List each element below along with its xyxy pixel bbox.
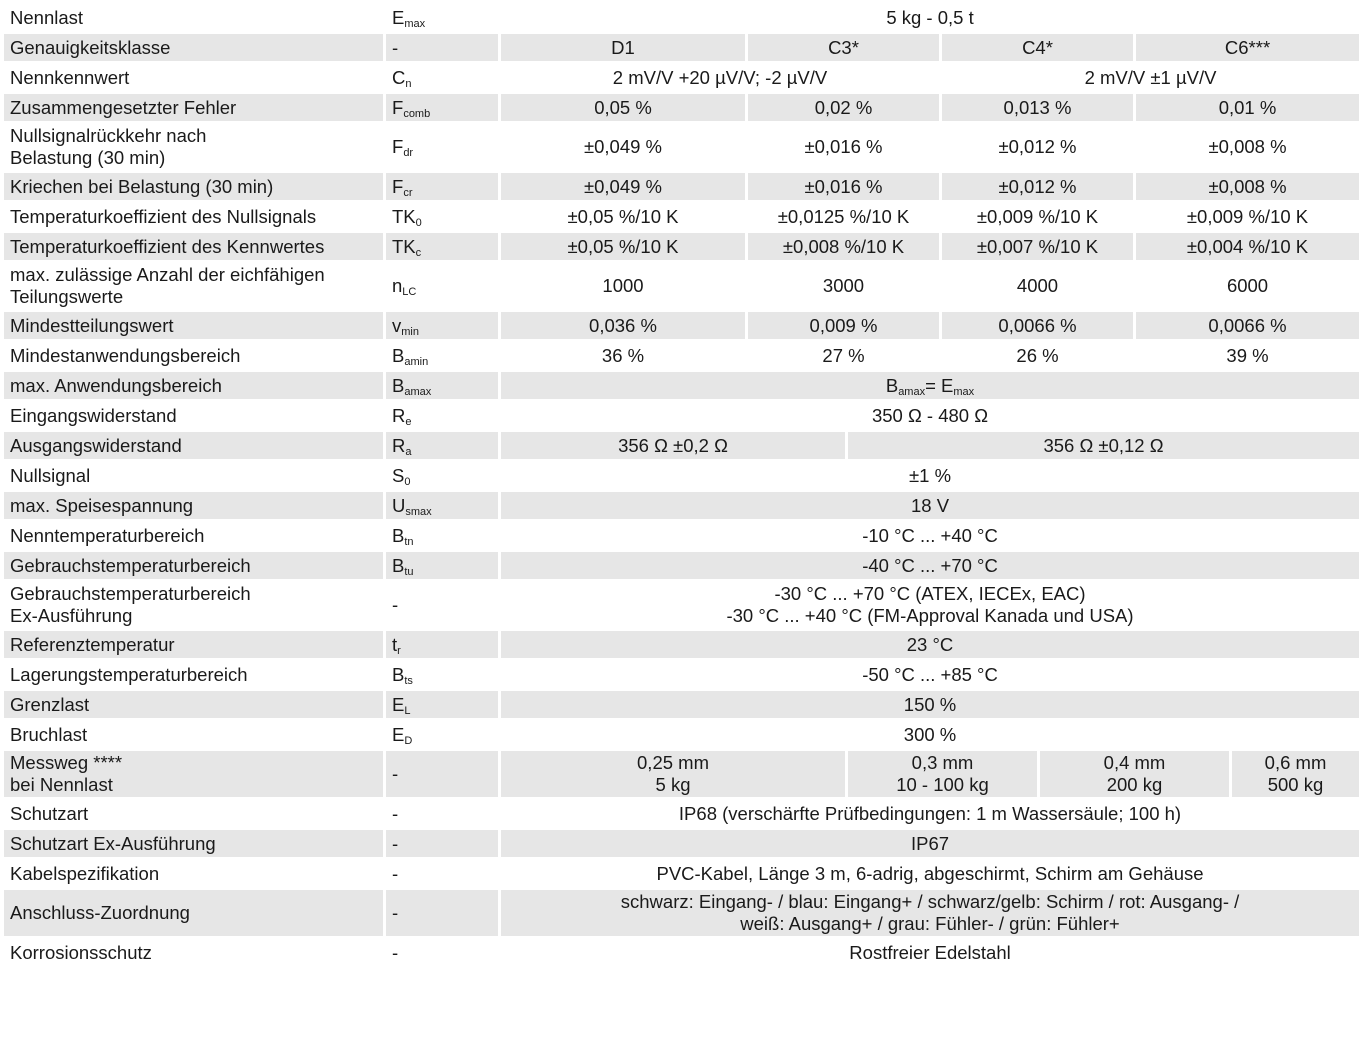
symbol-subscript: 0 [404, 475, 411, 488]
table-row [4, 312, 1362, 342]
symbol-text: F [392, 136, 404, 157]
table-row [4, 751, 1362, 800]
symbol-subscript: smax [405, 505, 432, 518]
value-cell: ±0,008 % [1136, 173, 1362, 203]
value-cell: 0,009 % [748, 312, 942, 342]
text-line: 0,3 mm [911, 752, 974, 773]
text-line: -30 °C ... +70 °C (ATEX, IECEx, EAC) [774, 583, 1086, 604]
parameter-name: Temperaturkoeffizient des Nullsignals [4, 203, 386, 233]
parameter-symbol [386, 552, 501, 582]
parameter-name: Ausgangswiderstand [4, 432, 386, 462]
table-row [4, 800, 1362, 830]
parameter-name: Grenzlast [4, 691, 386, 721]
symbol-subscript: dr [403, 147, 414, 159]
table-row [4, 64, 1362, 94]
value-cell: 356 Ω ±0,12 Ω [848, 432, 1362, 462]
text-line: 0,4 mm [1103, 752, 1166, 773]
value-cell: ±0,009 %/10 K [942, 203, 1136, 233]
value-cell: 27 % [748, 342, 942, 372]
text-line: schwarz: Eingang- / blau: Eingang+ / schwarz/gelb: Schirm / rot: Ausgang- / [620, 891, 1240, 912]
table-row [4, 4, 1362, 34]
value-cell: Rostfreier Edelstahl [501, 939, 1362, 969]
value-cell [1232, 751, 1362, 800]
text-line: Teilungswerte [10, 286, 124, 307]
parameter-symbol [386, 691, 501, 721]
parameter-name: Nullsignal [4, 462, 386, 492]
symbol-text: - [392, 802, 399, 824]
value-cell: 300 % [501, 721, 1362, 751]
parameter-symbol [386, 860, 501, 890]
value-cell: 2 mV/V +20 µV/V; -2 µV/V [501, 64, 942, 94]
parameter-symbol [386, 492, 501, 522]
parameter-symbol [386, 631, 501, 661]
symbol-text: R [392, 404, 406, 426]
symbol-subscript: cr [403, 186, 413, 199]
value-cell: 0,0066 % [942, 312, 1136, 342]
value-cell: 356 Ω ±0,2 Ω [501, 432, 848, 462]
symbol-text: B [392, 554, 405, 576]
text-line: max. zulässige Anzahl der eichfähigen [10, 264, 325, 285]
parameter-symbol [386, 64, 501, 94]
value-cell: ±0,012 % [942, 124, 1136, 173]
value-cell: 2 mV/V ±1 µV/V [942, 64, 1362, 94]
specification-table [4, 4, 1362, 969]
symbol-subscript: amin [404, 355, 429, 368]
parameter-name [4, 582, 386, 631]
value-cell: 18 V [501, 492, 1362, 522]
text-line: Belastung (30 min) [10, 147, 166, 168]
parameter-name: Mindestteilungswert [4, 312, 386, 342]
parameter-name: Lagerungstemperaturbereich [4, 661, 386, 691]
parameter-name: Mindestanwendungsbereich [4, 342, 386, 372]
symbol-text: B [392, 524, 405, 546]
table-row [4, 552, 1362, 582]
text-line: 500 kg [1267, 774, 1324, 795]
parameter-name: Anschluss-Zuordnung [4, 890, 386, 939]
value-subscript: amax [898, 385, 926, 398]
table-row [4, 860, 1362, 890]
symbol-text: - [392, 941, 399, 963]
symbol-text: E [392, 693, 405, 715]
parameter-name: Zusammengesetzter Fehler [4, 94, 386, 124]
symbol-subscript: tn [404, 535, 414, 548]
table-row [4, 939, 1362, 969]
value-cell: ±0,016 % [748, 173, 942, 203]
symbol-subscript: 0 [415, 216, 422, 229]
symbol-subscript: LC [402, 286, 417, 298]
value-cell: ±0,007 %/10 K [942, 233, 1136, 263]
symbol-text: C [392, 66, 406, 88]
value-cell: ±0,008 % [1136, 124, 1362, 173]
symbol-subscript: min [401, 325, 419, 338]
parameter-symbol [386, 890, 501, 939]
symbol-subscript: tu [404, 565, 414, 578]
parameter-name: Kriechen bei Belastung (30 min) [4, 173, 386, 203]
parameter-name: Korrosionsschutz [4, 939, 386, 969]
value-cell: 6000 [1136, 263, 1362, 312]
parameter-symbol [386, 432, 501, 462]
table-row [4, 582, 1362, 631]
table-row [4, 263, 1362, 312]
symbol-subscript: e [405, 415, 412, 428]
value-cell: C3* [748, 34, 942, 64]
symbol-text: R [392, 434, 406, 456]
symbol-text: - [392, 902, 399, 923]
parameter-symbol [386, 342, 501, 372]
value-cell: 3000 [748, 263, 942, 312]
table-row [4, 173, 1362, 203]
text-line: 0,6 mm [1264, 752, 1327, 773]
text-line: Messweg **** [10, 752, 123, 773]
value-cell: C4* [942, 34, 1136, 64]
parameter-name: Schutzart [4, 800, 386, 830]
text-line: -30 °C ... +40 °C (FM-Approval Kanada und USA) [726, 605, 1134, 626]
table-row [4, 462, 1362, 492]
parameter-symbol [386, 939, 501, 969]
parameter-symbol [386, 233, 501, 263]
text-line: Ex-Ausführung [10, 605, 133, 626]
parameter-symbol [386, 402, 501, 432]
table-row [4, 372, 1362, 402]
table-row [4, 890, 1362, 939]
parameter-symbol [386, 263, 501, 312]
parameter-name: Referenztemperatur [4, 631, 386, 661]
symbol-text: TK [392, 205, 416, 227]
value-cell [501, 751, 848, 800]
symbol-subscript: amax [404, 385, 432, 398]
value-cell: 0,05 % [501, 94, 748, 124]
symbol-subscript: D [404, 734, 413, 747]
parameter-symbol [386, 830, 501, 860]
text-line: weiß: Ausgang+ / grau: Fühler- / grün: Fühler+ [740, 913, 1120, 934]
symbol-text: - [392, 594, 399, 615]
value-cell [501, 372, 1362, 402]
value-cell: 0,036 % [501, 312, 748, 342]
symbol-text: S [392, 464, 405, 486]
symbol-text: B [392, 344, 405, 366]
value-cell: 0,02 % [748, 94, 942, 124]
value-cell: -10 °C ... +40 °C [501, 522, 1362, 552]
text-line: bei Nennlast [10, 774, 113, 795]
value-cell: 350 Ω - 480 Ω [501, 402, 1362, 432]
symbol-text: B [392, 374, 405, 396]
value-text: B [885, 374, 899, 396]
symbol-subscript: c [415, 246, 422, 259]
symbol-subscript: n [405, 77, 412, 90]
value-cell: 36 % [501, 342, 748, 372]
value-cell: 0,013 % [942, 94, 1136, 124]
value-cell: ±1 % [501, 462, 1362, 492]
symbol-text: U [392, 494, 406, 516]
text-line: 200 kg [1106, 774, 1163, 795]
value-cell: PVC-Kabel, Länge 3 m, 6-adrig, abgeschirmt, Schirm am Gehäuse [501, 860, 1362, 890]
value-cell: -40 °C ... +70 °C [501, 552, 1362, 582]
table-row [4, 124, 1362, 173]
table-row [4, 342, 1362, 372]
table-row [4, 402, 1362, 432]
symbol-text: E [392, 6, 405, 28]
table-row [4, 492, 1362, 522]
value-cell: 1000 [501, 263, 748, 312]
symbol-text: F [392, 96, 404, 118]
parameter-symbol [386, 372, 501, 402]
value-cell: ±0,05 %/10 K [501, 203, 748, 233]
parameter-name: Nennlast [4, 4, 386, 34]
parameter-name: Gebrauchstemperaturbereich [4, 552, 386, 582]
parameter-symbol [386, 661, 501, 691]
value-text: = E [925, 374, 954, 396]
symbol-subscript: max [404, 17, 426, 30]
parameter-name: Nennkennwert [4, 64, 386, 94]
symbol-subscript: a [405, 445, 412, 458]
parameter-name: Nenntemperaturbereich [4, 522, 386, 552]
table-row [4, 522, 1362, 552]
symbol-text: TK [392, 235, 416, 257]
value-cell: C6*** [1136, 34, 1362, 64]
parameter-symbol [386, 173, 501, 203]
parameter-symbol [386, 124, 501, 173]
table-row [4, 721, 1362, 751]
parameter-name: Eingangswiderstand [4, 402, 386, 432]
parameter-symbol [386, 94, 501, 124]
parameter-symbol [386, 4, 501, 34]
table-row [4, 691, 1362, 721]
symbol-text: - [392, 832, 399, 854]
parameter-symbol [386, 582, 501, 631]
value-cell: ±0,009 %/10 K [1136, 203, 1362, 233]
table-row [4, 661, 1362, 691]
symbol-text: - [392, 36, 399, 58]
symbol-subscript: ts [404, 674, 413, 687]
parameter-symbol [386, 462, 501, 492]
value-cell: D1 [501, 34, 748, 64]
value-cell: ±0,012 % [942, 173, 1136, 203]
value-subscript: max [953, 385, 975, 398]
parameter-symbol [386, 721, 501, 751]
parameter-symbol [386, 522, 501, 552]
specification-sheet [4, 4, 1362, 969]
parameter-name: Bruchlast [4, 721, 386, 751]
value-cell [501, 890, 1362, 939]
text-line: Gebrauchstemperaturbereich [10, 583, 251, 604]
value-cell: 0,01 % [1136, 94, 1362, 124]
table-row [4, 830, 1362, 860]
parameter-symbol [386, 751, 501, 800]
table-row [4, 203, 1362, 233]
symbol-subscript: comb [403, 107, 431, 120]
symbol-text: - [392, 862, 399, 884]
parameter-symbol [386, 312, 501, 342]
text-line: 10 - 100 kg [896, 774, 989, 795]
text-line: 5 kg [655, 774, 691, 795]
value-cell: ±0,004 %/10 K [1136, 233, 1362, 263]
parameter-symbol [386, 800, 501, 830]
parameter-name: max. Speisespannung [4, 492, 386, 522]
parameter-symbol [386, 34, 501, 64]
parameter-symbol [386, 203, 501, 233]
value-cell [1040, 751, 1232, 800]
value-cell: IP67 [501, 830, 1362, 860]
value-cell: ±0,016 % [748, 124, 942, 173]
value-cell [501, 582, 1362, 631]
value-cell: ±0,049 % [501, 173, 748, 203]
parameter-name [4, 124, 386, 173]
parameter-name: Genauigkeitsklasse [4, 34, 386, 64]
symbol-subscript: L [404, 704, 411, 717]
parameter-name: Kabelspezifikation [4, 860, 386, 890]
symbol-text: E [392, 723, 405, 745]
value-cell: IP68 (verschärfte Prüfbedingungen: 1 m Wassersäule; 100 h) [501, 800, 1362, 830]
value-cell: 0,0066 % [1136, 312, 1362, 342]
symbol-text: B [392, 663, 405, 685]
value-cell: ±0,049 % [501, 124, 748, 173]
parameter-name: Schutzart Ex-Ausführung [4, 830, 386, 860]
table-row [4, 34, 1362, 64]
value-cell: 150 % [501, 691, 1362, 721]
value-cell: ±0,008 %/10 K [748, 233, 942, 263]
value-cell: ±0,0125 %/10 K [748, 203, 942, 233]
value-cell: -50 °C ... +85 °C [501, 661, 1362, 691]
symbol-text: F [392, 175, 404, 197]
table-row [4, 94, 1362, 124]
value-cell: 4000 [942, 263, 1136, 312]
parameter-name: Temperaturkoeffizient des Kennwertes [4, 233, 386, 263]
symbol-text: - [392, 763, 399, 784]
value-cell [848, 751, 1040, 800]
table-row [4, 631, 1362, 661]
symbol-subscript: r [397, 644, 401, 657]
value-cell: 26 % [942, 342, 1136, 372]
value-cell: 23 °C [501, 631, 1362, 661]
symbol-text: v [392, 314, 402, 336]
symbol-text: n [392, 275, 403, 296]
parameter-name [4, 751, 386, 800]
table-row [4, 233, 1362, 263]
value-cell: 5 kg - 0,5 t [501, 4, 1362, 34]
parameter-name: max. Anwendungsbereich [4, 372, 386, 402]
value-cell: ±0,05 %/10 K [501, 233, 748, 263]
text-line: Nullsignalrückkehr nach [10, 125, 207, 146]
parameter-name [4, 263, 386, 312]
table-row [4, 432, 1362, 462]
text-line: 0,25 mm [637, 752, 709, 773]
value-cell: 39 % [1136, 342, 1362, 372]
symbol-text: t [392, 633, 398, 655]
